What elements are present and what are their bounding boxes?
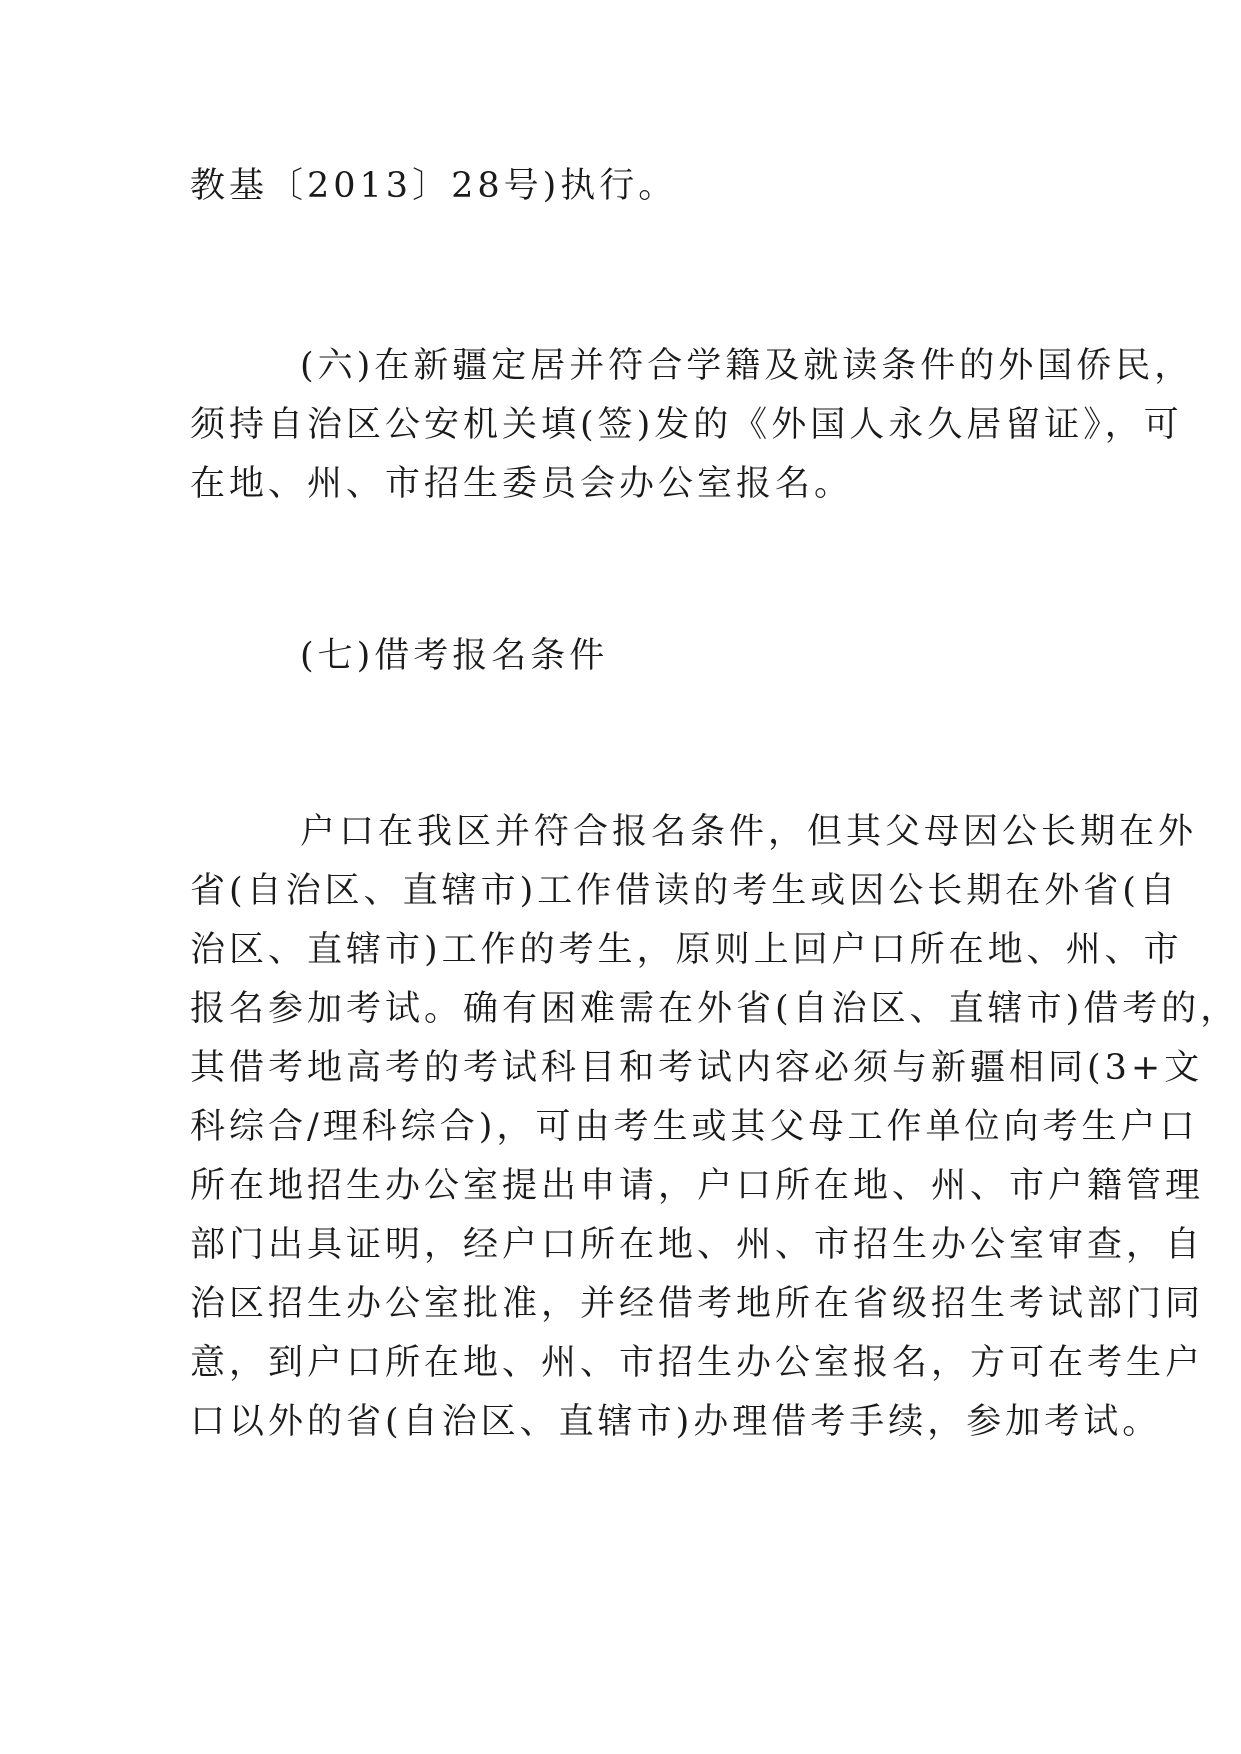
paragraph-continuation xyxy=(190,157,1070,216)
text-line: 所在地招生办公室提出申请，户口所在地、州、市户籍管理 xyxy=(190,1166,1205,1206)
text-line: 报名参加考试。确有困难需在外省(自治区、直辖市)借考的， xyxy=(190,989,1240,1029)
text-line: 户口在我区并符合报名条件，但其父母因公长期在外 xyxy=(300,812,1198,852)
text-line: 治区招生办公室批准，并经借考地所在省级招生考试部门同 xyxy=(190,1284,1205,1324)
text-line: 科综合/理科综合)，可由考生或其父母工作单位向考生户口 xyxy=(190,1107,1199,1147)
paragraph-borrow-exam xyxy=(190,803,1240,1452)
text-line: 教基〔2013〕28号)执行。 xyxy=(190,166,678,206)
section-heading-item-seven xyxy=(190,627,1070,686)
text-line: (七)借考报名条件 xyxy=(300,636,609,676)
text-line: (六)在新疆定居并符合学籍及就读条件的外国侨民， xyxy=(300,346,1194,386)
text-line: 在地、州、市招生委员会办公室报名。 xyxy=(190,464,854,504)
text-line: 口以外的省(自治区、直辖市)办理借考手续，参加考试。 xyxy=(190,1402,1162,1442)
text-line: 其借考地高考的考试科目和考试内容必须与新疆相同(3+文 xyxy=(190,1048,1204,1088)
text-line: 须持自治区公安机关填(签)发的《外国人永久居留证》，可 xyxy=(190,405,1183,445)
text-line: 部门出具证明，经户口所在地、州、市招生办公室审查，自 xyxy=(190,1225,1205,1265)
paragraph-item-six xyxy=(190,337,1194,514)
text-line: 治区、直辖市)工作的考生，原则上回户口所在地、州、市 xyxy=(190,930,1183,970)
text-line: 省(自治区、直辖市)工作借读的考生或因公长期在外省(自 xyxy=(190,871,1179,911)
text-line: 意，到户口所在地、州、市招生办公室报名，方可在考生户 xyxy=(190,1343,1205,1383)
